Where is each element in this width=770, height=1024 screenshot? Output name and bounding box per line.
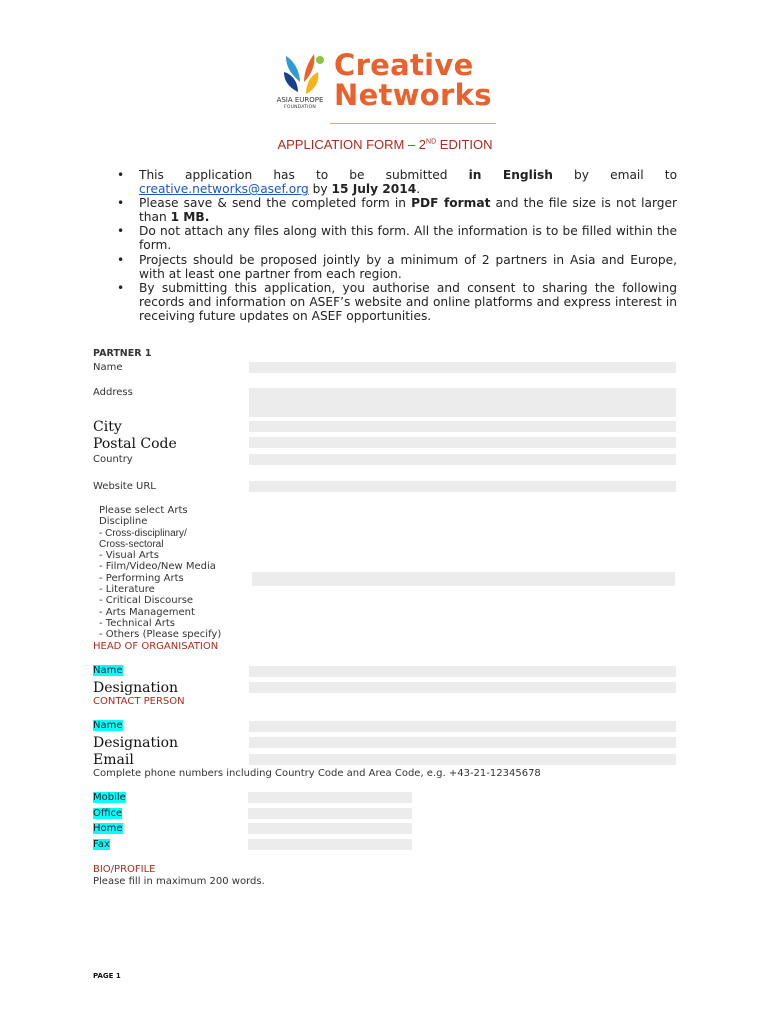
asef-logo: [272, 50, 502, 126]
fax-label: Fax: [93, 839, 110, 850]
contact-heading: CONTACT PERSON: [93, 696, 185, 707]
office-label: Office: [93, 808, 123, 819]
foundation-label: ASIA EUROPE FOUNDATION: [276, 96, 324, 110]
country-label: Country: [93, 454, 133, 465]
form-title: APPLICATION FORM – 2ND EDITION: [277, 137, 493, 152]
arts-discipline-input[interactable]: [252, 572, 675, 586]
home-input[interactable]: [248, 823, 412, 834]
partner-name-label: Name: [93, 362, 123, 373]
contact-email-input[interactable]: [249, 754, 676, 765]
arts-discipline-list: Please select Arts Discipline - Cross-disciplinary/ Cross-sectoral - Visual Arts - Film/Video/New Media - Performing Arts - Literature - Critical Discourse - Arts Management - Technical Arts - Others (Please specify): [99, 505, 222, 641]
mobile-label: Mobile: [93, 792, 126, 803]
office-input[interactable]: [248, 808, 412, 819]
butterfly-icon: [280, 52, 324, 98]
email-link[interactable]: creative.networks@asef.org: [139, 182, 309, 197]
logo-divider: [330, 123, 496, 124]
city-label: City: [93, 419, 122, 435]
bio-heading: BIO/PROFILE: [93, 864, 156, 875]
contact-designation-input[interactable]: [249, 737, 676, 748]
instruction-item: • This application has to be submitted in English by email to creative.networks@asef.org by 15 July 2014.: [117, 168, 678, 197]
partner-name-input[interactable]: [249, 362, 676, 373]
city-input[interactable]: [249, 421, 676, 432]
page-number: PAGE 1: [93, 972, 121, 980]
head-name-label: Name: [93, 665, 123, 676]
contact-name-input[interactable]: [249, 721, 676, 732]
website-input[interactable]: [249, 481, 676, 492]
partner-heading: PARTNER 1: [93, 348, 152, 359]
instruction-item: • By submitting this application, you authorise and consent to sharing the following records and information on ASEF’s website and online platforms and express interest in receiving future updates on ASEF opportunities.: [117, 280, 677, 323]
head-org-heading: HEAD OF ORGANISATION: [93, 641, 219, 652]
phone-instructions: Complete phone numbers including Country Code and Area Code, e.g. +43-21-12345678: [93, 768, 541, 779]
logo-wordmark: [334, 50, 492, 110]
logo-line-1: Creative: [334, 48, 474, 82]
instruction-item: • Projects should be proposed jointly by a minimum of 2 partners in Asia and Europe, with at least one partner from each region.: [117, 252, 677, 281]
bio-instructions: Please fill in maximum 200 words.: [93, 876, 265, 887]
head-designation-label: Designation: [93, 680, 179, 696]
mobile-input[interactable]: [248, 792, 412, 803]
instruction-item: • Do not attach any files along with this form. All the information is to be filled within the form.: [117, 224, 677, 253]
contact-designation-label: Designation: [93, 735, 179, 751]
postal-code-input[interactable]: [249, 437, 676, 448]
instruction-item: • Please save & send the completed form in PDF format and the file size is not larger than 1 MB.: [117, 196, 677, 225]
contact-name-label: Name: [93, 720, 123, 731]
fax-input[interactable]: [248, 839, 412, 850]
address-label: Address: [93, 387, 133, 398]
head-designation-input[interactable]: [249, 682, 676, 693]
head-name-input[interactable]: [249, 666, 676, 677]
contact-email-label: Email: [93, 752, 134, 768]
address-input[interactable]: [249, 388, 676, 417]
instructions-list: [117, 168, 677, 323]
postal-code-label: Postal Code: [93, 436, 177, 452]
website-label: Website URL: [93, 481, 156, 492]
home-label: Home: [93, 823, 123, 834]
country-input[interactable]: [249, 454, 676, 465]
logo-line-2: Networks: [334, 78, 492, 112]
